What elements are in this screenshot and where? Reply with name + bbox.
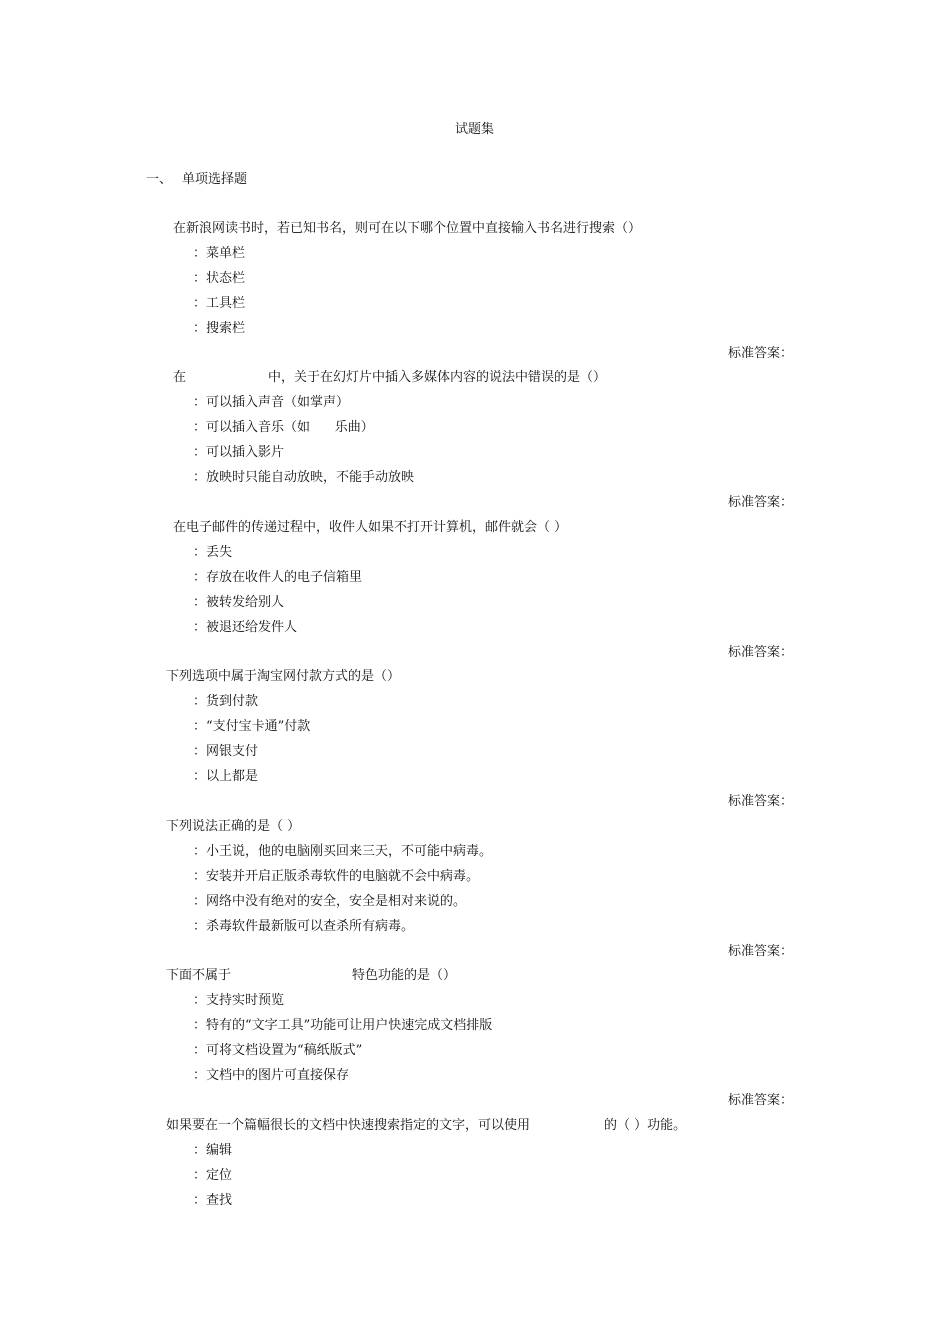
question-5-option-a: ：小王说，他的电脑刚买回来三天，不可能中病毒。 bbox=[193, 844, 493, 859]
question-3-option-b: ：存放在收件人的电子信箱里 bbox=[193, 570, 363, 585]
question-1-answer-label: 标准答案： bbox=[728, 346, 794, 361]
option-text: 杀毒软件最新版可以查杀所有病毒。 bbox=[206, 919, 415, 934]
section-title: 单项选择题 bbox=[182, 172, 248, 187]
question-7-stem-part1: 如果要在一个篇幅很长的文档中快速搜索指定的文字，可以使用 bbox=[166, 1118, 531, 1133]
question-4-option-d: ：以上都是 bbox=[193, 769, 259, 784]
question-5-option-b: ：安装并开启正版杀毒软件的电脑就不会中病毒。 bbox=[193, 869, 480, 884]
option-text: 被退还给发件人 bbox=[206, 620, 298, 635]
question-1-option-a: ：菜单栏 bbox=[193, 246, 246, 261]
question-3-answer-label: 标准答案： bbox=[728, 645, 794, 660]
question-7-stem-part2: 的（ ）功能。 bbox=[604, 1118, 687, 1133]
option-text: 丢失 bbox=[206, 545, 233, 560]
question-3-stem: 在电子邮件的传递过程中，收件人如果不打开计算机，邮件就会（ ） bbox=[173, 520, 568, 535]
section-number: 一、 bbox=[146, 172, 173, 187]
question-4-option-a: ：货到付款 bbox=[193, 694, 259, 709]
question-5-option-c: ：网络中没有绝对的安全，安全是相对来说的。 bbox=[193, 894, 467, 909]
question-3-option-d: ：被退还给发件人 bbox=[193, 620, 298, 635]
option-text: 可以插入音乐（如 乐曲） bbox=[206, 420, 374, 435]
question-1-option-b: ：状态栏 bbox=[193, 271, 246, 286]
option-text: 可以插入声音（如掌声） bbox=[206, 395, 350, 410]
option-text: 支持实时预览 bbox=[206, 993, 285, 1008]
question-1-stem: 在新浪网读书时，若已知书名，则可在以下哪个位置中直接输入书名进行搜索（） bbox=[173, 221, 642, 236]
option-text: 存放在收件人的电子信箱里 bbox=[206, 570, 363, 585]
question-6-option-b: ：特有的“文字工具”功能可让用户快速完成文档排版 bbox=[193, 1018, 493, 1033]
question-6-stem-part2: 特色功能的是（） bbox=[352, 968, 457, 983]
option-text: 特有的“文字工具”功能可让用户快速完成文档排版 bbox=[206, 1018, 493, 1033]
option-text: 文档中的图片可直接保存 bbox=[206, 1068, 350, 1083]
question-1-option-d: ：搜索栏 bbox=[193, 321, 246, 336]
question-2-option-b: ：可以插入音乐（如 乐曲） bbox=[193, 420, 374, 435]
option-text: “支付宝卡通”付款 bbox=[206, 719, 311, 734]
question-6-answer-label: 标准答案： bbox=[728, 1093, 794, 1108]
option-text: 被转发给别人 bbox=[206, 595, 285, 610]
question-6-option-d: ：文档中的图片可直接保存 bbox=[193, 1068, 350, 1083]
question-4-option-c: ：网银支付 bbox=[193, 744, 259, 759]
option-text: 搜索栏 bbox=[206, 321, 246, 336]
option-text: 放映时只能自动放映，不能手动放映 bbox=[206, 470, 415, 485]
question-2-option-a: ：可以插入声音（如掌声） bbox=[193, 395, 350, 410]
question-2-option-d: ：放映时只能自动放映，不能手动放映 bbox=[193, 470, 415, 485]
option-text: 网银支付 bbox=[206, 744, 259, 759]
option-text: 查找 bbox=[206, 1193, 233, 1208]
option-text: 小王说，他的电脑刚买回来三天，不可能中病毒。 bbox=[206, 844, 493, 859]
option-text: 可将文档设置为“稿纸版式” bbox=[206, 1043, 363, 1058]
question-4-answer-label: 标准答案： bbox=[728, 794, 794, 809]
question-6-option-a: ：支持实时预览 bbox=[193, 993, 285, 1008]
question-2-stem-part2: 中，关于在幻灯片中插入多媒体内容的说法中错误的是（） bbox=[268, 370, 607, 385]
question-4-stem: 下列选项中属于淘宝网付款方式的是（） bbox=[166, 669, 401, 684]
question-2-answer-label: 标准答案： bbox=[728, 495, 794, 510]
option-text: 安装并开启正版杀毒软件的电脑就不会中病毒。 bbox=[206, 869, 480, 884]
question-3-option-a: ：丢失 bbox=[193, 545, 233, 560]
question-5-stem: 下列说法正确的是（ ） bbox=[166, 819, 301, 834]
option-text: 以上都是 bbox=[206, 769, 259, 784]
option-text: 货到付款 bbox=[206, 694, 259, 709]
question-5-option-d: ：杀毒软件最新版可以查杀所有病毒。 bbox=[193, 919, 415, 934]
question-1-option-c: ：工具栏 bbox=[193, 296, 246, 311]
question-7-option-a: ：编辑 bbox=[193, 1143, 233, 1158]
option-text: 状态栏 bbox=[206, 271, 246, 286]
question-2-stem-part1: 在 bbox=[173, 370, 187, 385]
option-text: 编辑 bbox=[206, 1143, 233, 1158]
option-text: 可以插入影片 bbox=[206, 445, 285, 460]
option-text: 菜单栏 bbox=[206, 246, 246, 261]
question-3-option-c: ：被转发给别人 bbox=[193, 595, 285, 610]
question-7-option-b: ：定位 bbox=[193, 1168, 233, 1183]
option-text: 工具栏 bbox=[206, 296, 246, 311]
question-4-option-b: ：“支付宝卡通”付款 bbox=[193, 719, 311, 734]
question-6-stem-part1: 下面不属于 bbox=[166, 968, 232, 983]
question-7-option-c: ：查找 bbox=[193, 1193, 233, 1208]
option-text: 网络中没有绝对的安全，安全是相对来说的。 bbox=[206, 894, 467, 909]
question-5-answer-label: 标准答案： bbox=[728, 944, 794, 959]
option-text: 定位 bbox=[206, 1168, 233, 1183]
question-2-option-c: ：可以插入影片 bbox=[193, 445, 285, 460]
page-title: 试题集 bbox=[455, 122, 495, 137]
question-6-option-c: ：可将文档设置为“稿纸版式” bbox=[193, 1043, 363, 1058]
